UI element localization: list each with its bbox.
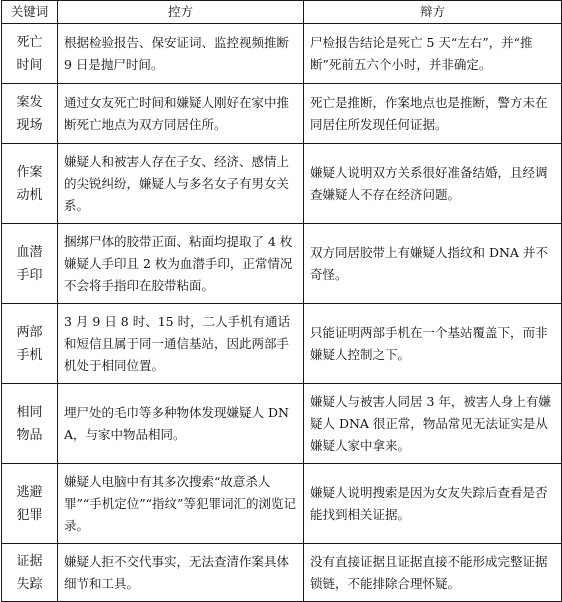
row-keyword: 作案 动机: [2, 144, 58, 224]
table-row: [2, 544, 562, 602]
row-keyword: 血潜 手印: [2, 224, 58, 304]
row-prosecution: 嫌疑人和被害人存在子女、经济、感情上的尖锐纠纷，嫌疑人与多名女子有男女关系。: [58, 144, 304, 224]
table-row: [2, 24, 562, 84]
row-prosecution: 嫌疑人拒不交代事实，无法查清作案具体细节和工具。: [58, 544, 304, 602]
table-row: [2, 384, 562, 464]
header-keyword: 关键词: [2, 1, 58, 24]
row-keyword: 死亡 时间: [2, 24, 58, 84]
header-defense: 辩方: [304, 1, 562, 24]
header-row: [2, 1, 562, 24]
row-prosecution: 通过女友死亡时间和嫌疑人刚好在家中推断死亡地点为双方同居住所。: [58, 84, 304, 144]
row-defense: 尸检报告结论是死亡 5 天“左右”，并“推断”死前五六个小时，并非确定。: [304, 24, 562, 84]
table-row: [2, 224, 562, 304]
row-keyword: 两部 手机: [2, 304, 58, 384]
row-keyword: 证据 失踪: [2, 544, 58, 602]
row-defense: 没有直接证据且证据直接不能形成完整证据锁链，不能排除合理怀疑。: [304, 544, 562, 602]
row-prosecution: 嫌疑人电脑中有其多次搜索“故意杀人罪”“手机定位”“指纹”等犯罪词汇的浏览记录。: [58, 464, 304, 544]
row-prosecution: 根据检验报告、保安证词、监控视频推断 9 日是抛尸时间。: [58, 24, 304, 84]
table-row: [2, 464, 562, 544]
row-prosecution: 埋尸处的毛巾等多种物体发现嫌疑人 DNA，与家中物品相同。: [58, 384, 304, 464]
row-keyword: 案发 现场: [2, 84, 58, 144]
row-prosecution: 捆绑尸体的胶带正面、粘面均提取了 4 枚嫌疑人手印且 2 枚为血潜手印，正常情况不会将手指印在胶带粘面。: [58, 224, 304, 304]
header-prosecution: 控方: [58, 1, 304, 24]
table-row: [2, 144, 562, 224]
argument-table: [1, 0, 562, 602]
row-prosecution: 3 月 9 日 8 时、15 时，二人手机有通话和短信且属于同一通信基站，因此两部手机处于相同位置。: [58, 304, 304, 384]
row-keyword: 逃避 犯罪: [2, 464, 58, 544]
row-defense: 嫌疑人说明双方关系很好准备结婚，且经调查嫌疑人不存在经济问题。: [304, 144, 562, 224]
row-defense: 死亡是推断，作案地点也是推断，警方未在同居住所发现任何证据。: [304, 84, 562, 144]
row-defense: 嫌疑人说明搜索是因为女友失踪后查看是否能找到相关证据。: [304, 464, 562, 544]
row-keyword: 相同 物品: [2, 384, 58, 464]
table-row: [2, 304, 562, 384]
table-row: [2, 84, 562, 144]
row-defense: 只能证明两部手机在一个基站覆盖下，而非嫌疑人控制之下。: [304, 304, 562, 384]
row-defense: 双方同居胶带上有嫌疑人指纹和 DNA 并不奇怪。: [304, 224, 562, 304]
row-defense: 嫌疑人与被害人同居 3 年，被害人身上有嫌疑人 DNA 很正常，物品常见无法证实是从嫌疑人家中拿来。: [304, 384, 562, 464]
